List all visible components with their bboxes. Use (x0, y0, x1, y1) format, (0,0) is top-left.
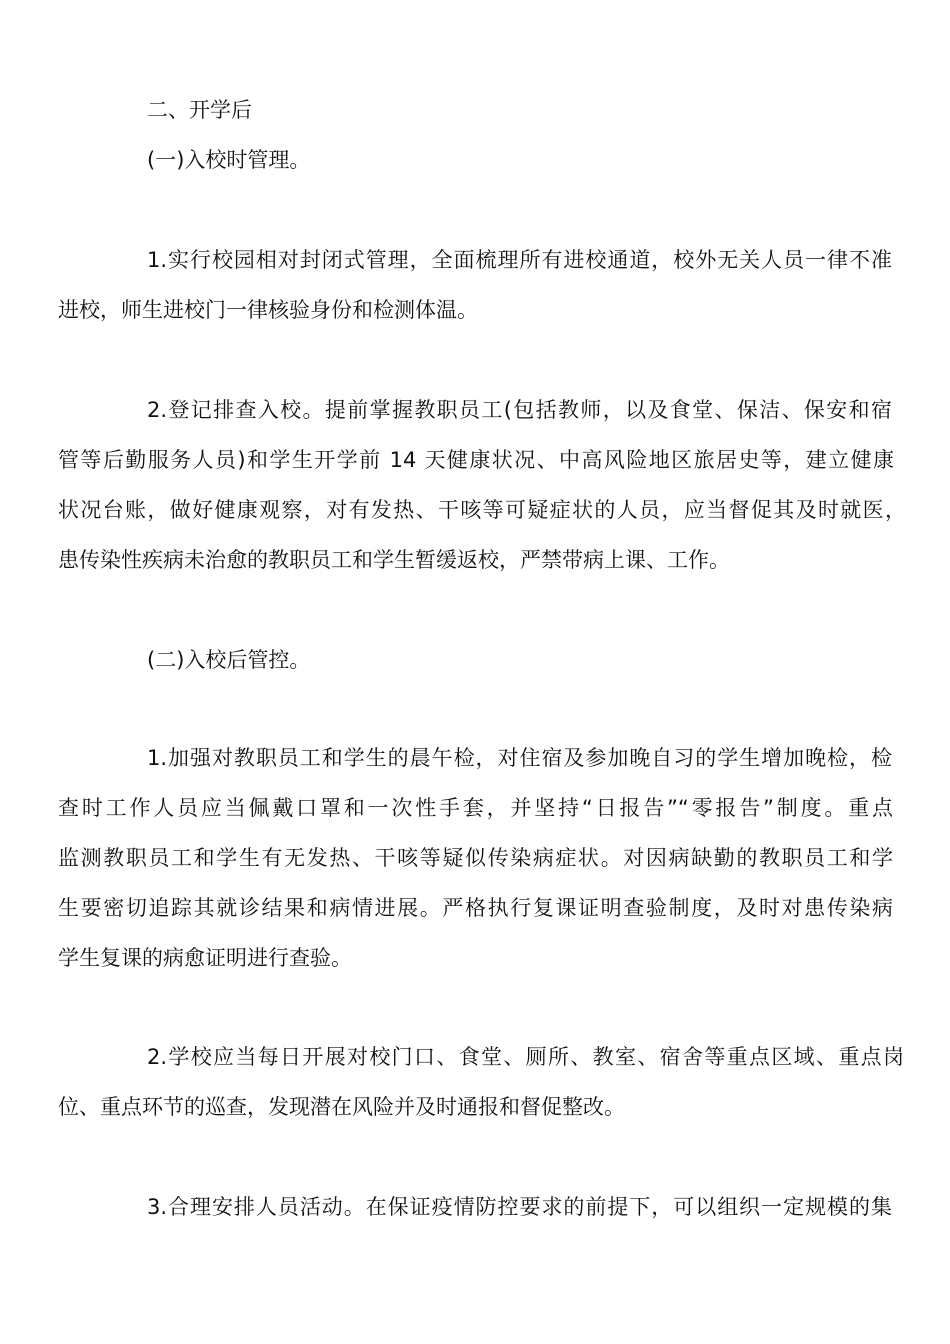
paragraph-2-line-3: 状况台账，做好健康观察，对有发热、干咳等可疑症状的人员，应当督促其及时就医， (58, 498, 906, 522)
paragraph-3-line-5: 学生复课的病愈证明进行查验。 (58, 946, 352, 970)
section-heading: 二、开学后 (147, 98, 252, 122)
paragraph-5-line-1: 3.合理安排人员活动。在保证疫情防控要求的前提下，可以组织一定规模的集 (147, 1195, 892, 1219)
paragraph-2-line-1: 2.登记排查入校。提前掌握教职员工(包括教师，以及食堂、保洁、保安和宿 (147, 398, 892, 422)
paragraph-1-line-2: 进校，师生进校门一律核验身份和检测体温。 (58, 298, 478, 322)
paragraph-2-line-4: 患传染性疾病未治愈的教职员工和学生暂缓返校，严禁带病上课、工作。 (58, 548, 730, 572)
paragraph-4-line-1: 2.学校应当每日开展对校门口、食堂、厕所、教室、宿舍等重点区域、重点岗 (147, 1045, 904, 1069)
paragraph-2-line-2: 管等后勤服务人员)和学生开学前 14 天健康状况、中高风险地区旅居史等，建立健康 (58, 448, 894, 472)
paragraph-1-line-1: 1.实行校园相对封闭式管理，全面梳理所有进校通道，校外无关人员一律不准 (147, 248, 892, 272)
paragraph-3-line-3: 监测教职员工和学生有无发热、干咳等疑似传染病症状。对因病缺勤的教职员工和学 (58, 846, 893, 870)
paragraph-3-line-2: 查时工作人员应当佩戴口罩和一次性手套，并坚持“日报告”“零报告”制度。重点 (58, 796, 893, 820)
subsection-heading-2: (二)入校后管控。 (147, 648, 311, 672)
paragraph-3-line-1: 1.加强对教职员工和学生的晨午检，对住宿及参加晚自习的学生增加晚检，检 (147, 746, 892, 770)
paragraph-3-line-4: 生要密切追踪其就诊结果和病情进展。严格执行复课证明查验制度，及时对患传染病 (58, 896, 893, 920)
paragraph-4-line-2: 位、重点环节的巡查，发现潜在风险并及时通报和督促整改。 (58, 1095, 625, 1119)
subsection-heading-1: (一)入校时管理。 (147, 148, 311, 172)
